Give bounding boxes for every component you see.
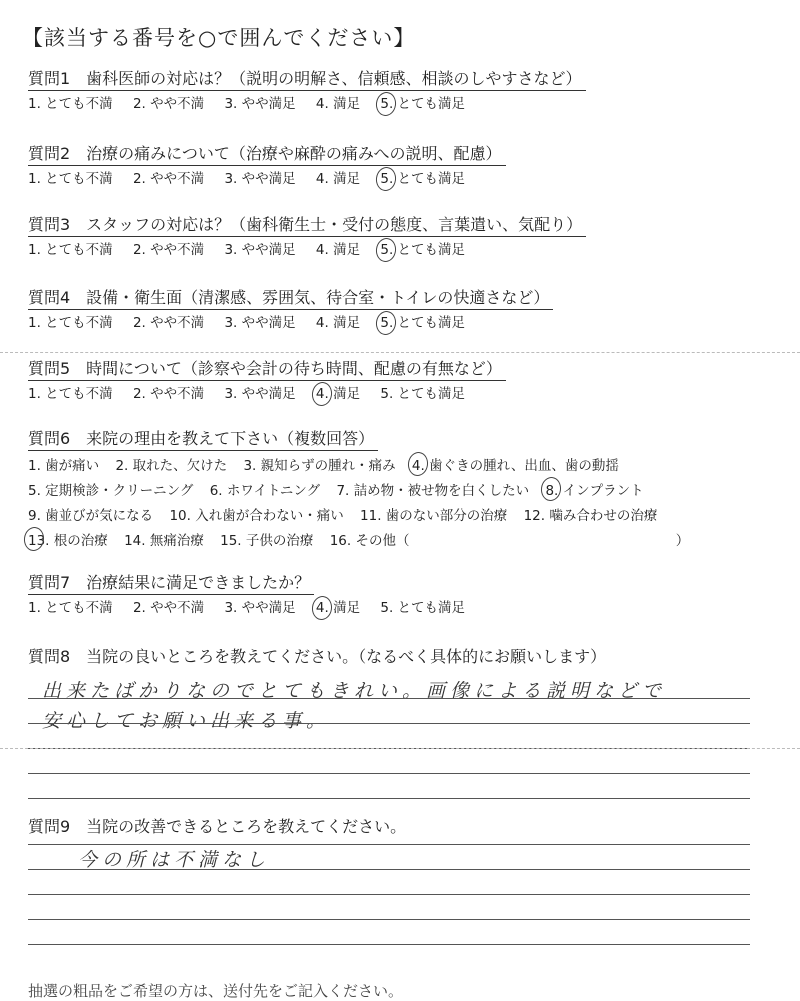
q1-option-1[interactable]: 1. とても不満: [28, 96, 113, 112]
q9-answer-lines: [28, 844, 750, 945]
q2-option-1[interactable]: 1. とても不満: [28, 171, 113, 187]
question-7-title: 質問7 治療結果に満足できましたか？: [28, 572, 314, 595]
question-8-title: 質問8 当院の良いところを教えてください。（なるべく具体的にお願いします）: [28, 647, 607, 666]
question-9: [28, 816, 788, 838]
question-7-options: [28, 598, 788, 618]
q9-handwritten-answer: 今の所は不満なし: [78, 849, 271, 871]
q6-option-11[interactable]: 11. 歯のない部分の治療: [360, 508, 508, 524]
question-6-title: 質問6 来院の理由を教えて下さい（複数回答）: [28, 428, 378, 451]
question-8: [28, 646, 788, 668]
q7-option-4-circled[interactable]: 4. 満足: [315, 600, 361, 616]
q6-option-1[interactable]: 1. 歯が痛い: [28, 458, 100, 474]
q4-option-5-circled[interactable]: 5. とても満足: [380, 315, 466, 331]
question-4-title: 質問4 設備・衛生面（清潔感、雰囲気、待合室・トイレの快適さなど）: [28, 287, 553, 310]
q8-handwritten-answer-line-2: 安心してお願い出来る事。: [42, 710, 331, 732]
q5-option-1[interactable]: 1. とても不満: [28, 386, 113, 402]
question-1-options: [28, 94, 788, 114]
question-3: [28, 214, 788, 260]
q6-option-6[interactable]: 6. ホワイトニング: [209, 483, 321, 499]
q6-row-2: [28, 479, 788, 504]
q7-option-5[interactable]: 5. とても満足: [380, 600, 466, 616]
q1-option-3[interactable]: 3. やや満足: [224, 96, 296, 112]
q8-handwritten-answer-line-1: 出来たばかりなのでとてもきれい。画像による説明などで: [42, 680, 667, 702]
q5-option-3[interactable]: 3. やや満足: [224, 386, 296, 402]
q2-option-5-circled[interactable]: 5. とても満足: [380, 171, 466, 187]
q6-option-16-other[interactable]: 16. その他（: [329, 533, 410, 549]
q6-option-12[interactable]: 12. 噛み合わせの治療: [523, 508, 658, 524]
question-2-title: 質問2 治療の痛みについて（治療や麻酔の痛みへの説明、配慮）: [28, 143, 506, 166]
q6-option-10[interactable]: 10. 入れ歯が合わない・痛い: [169, 508, 344, 524]
question-3-title: 質問3 スタッフの対応は？（歯科衛生士・受付の態度、言葉遣い、気配り）: [28, 214, 586, 237]
q6-option-8-circled[interactable]: 8. インプラント: [545, 479, 643, 504]
q4-option-4[interactable]: 4. 満足: [315, 315, 361, 331]
q6-option-5[interactable]: 5. 定期検診・クリーニング: [28, 483, 194, 499]
q7-option-1[interactable]: 1. とても不満: [28, 600, 113, 616]
q6-row-1: [28, 454, 788, 479]
q3-option-1[interactable]: 1. とても不満: [28, 242, 113, 258]
q2-option-4[interactable]: 4. 満足: [315, 171, 361, 187]
question-9-title: 質問9 当院の改善できるところを教えてください。: [28, 817, 407, 836]
q2-option-2[interactable]: 2. やや不満: [132, 171, 205, 187]
q6-option-13-circled[interactable]: 13. 根の治療: [28, 529, 108, 554]
question-5-title: 質問5 時間について（診察や会計の待ち時間、配慮の有無など）: [28, 358, 506, 381]
q5-option-2[interactable]: 2. やや不満: [132, 386, 205, 402]
q9-answer-line[interactable]: [28, 919, 750, 920]
question-6-options: [28, 454, 788, 554]
q3-option-5-circled[interactable]: 5. とても満足: [380, 242, 466, 258]
question-4: [28, 287, 788, 333]
q6-option-15[interactable]: 15. 子供の治療: [220, 533, 314, 549]
q8-answer-lines: [28, 672, 750, 799]
question-1-title: 質問1 歯科医師の対応は？（説明の明解さ、信頼感、相談のしやすさなど）: [28, 68, 586, 91]
q1-option-2[interactable]: 2. やや不満: [132, 96, 205, 112]
q4-option-1[interactable]: 1. とても不満: [28, 315, 113, 331]
q7-option-3[interactable]: 3. やや満足: [224, 600, 296, 616]
q3-option-4[interactable]: 4. 満足: [315, 242, 361, 258]
fold-line: [0, 352, 800, 353]
question-6: [28, 428, 788, 554]
question-2: [28, 143, 788, 189]
q6-option-2[interactable]: 2. 取れた、欠けた: [115, 458, 228, 474]
q5-option-4-circled[interactable]: 4. 満足: [315, 386, 361, 402]
q6-row-3: [28, 504, 788, 529]
question-5: [28, 358, 788, 404]
fold-line: [0, 748, 800, 749]
q8-answer-line[interactable]: [28, 698, 750, 699]
q5-option-5[interactable]: 5. とても満足: [380, 386, 466, 402]
question-2-options: [28, 169, 788, 189]
q8-answer-line[interactable]: [28, 723, 750, 724]
q1-option-5-circled[interactable]: 5. とても満足: [380, 96, 466, 112]
q4-option-2[interactable]: 2. やや不満: [132, 315, 205, 331]
q6-row-4: [28, 529, 788, 554]
q1-option-4[interactable]: 4. 満足: [315, 96, 361, 112]
question-4-options: [28, 313, 788, 333]
q6-option-7[interactable]: 7. 詰め物・被せ物を白くしたい: [336, 483, 530, 499]
q4-option-3[interactable]: 3. やや満足: [224, 315, 296, 331]
question-5-options: [28, 384, 788, 404]
q6-option-9[interactable]: 9. 歯並びが気になる: [28, 508, 154, 524]
q7-option-2[interactable]: 2. やや不満: [132, 600, 205, 616]
q6-other-close-paren: ）: [675, 533, 690, 549]
q9-answer-line[interactable]: [28, 844, 750, 845]
q2-option-3[interactable]: 3. やや満足: [224, 171, 296, 187]
q9-answer-line[interactable]: [28, 944, 750, 945]
question-7: [28, 572, 788, 618]
q9-answer-line[interactable]: [28, 869, 750, 870]
q3-option-2[interactable]: 2. やや不満: [132, 242, 205, 258]
q3-option-3[interactable]: 3. やや満足: [224, 242, 296, 258]
footer-note: 抽選の粗品をご希望の方は、送付先をご記入ください。: [28, 982, 404, 1000]
q8-answer-line[interactable]: [28, 773, 750, 774]
question-3-options: [28, 240, 788, 260]
q6-option-3[interactable]: 3. 親知らずの腫れ・痛み: [243, 458, 396, 474]
q6-option-4-circled[interactable]: 4. 歯ぐきの腫れ、出血、歯の動揺: [412, 454, 619, 479]
q6-option-14[interactable]: 14. 無痛治療: [124, 533, 204, 549]
instruction-header: 【該当する番号を○で囲んでください】: [22, 26, 416, 50]
question-1: [28, 68, 788, 114]
q8-answer-line[interactable]: [28, 798, 750, 799]
q9-answer-line[interactable]: [28, 894, 750, 895]
